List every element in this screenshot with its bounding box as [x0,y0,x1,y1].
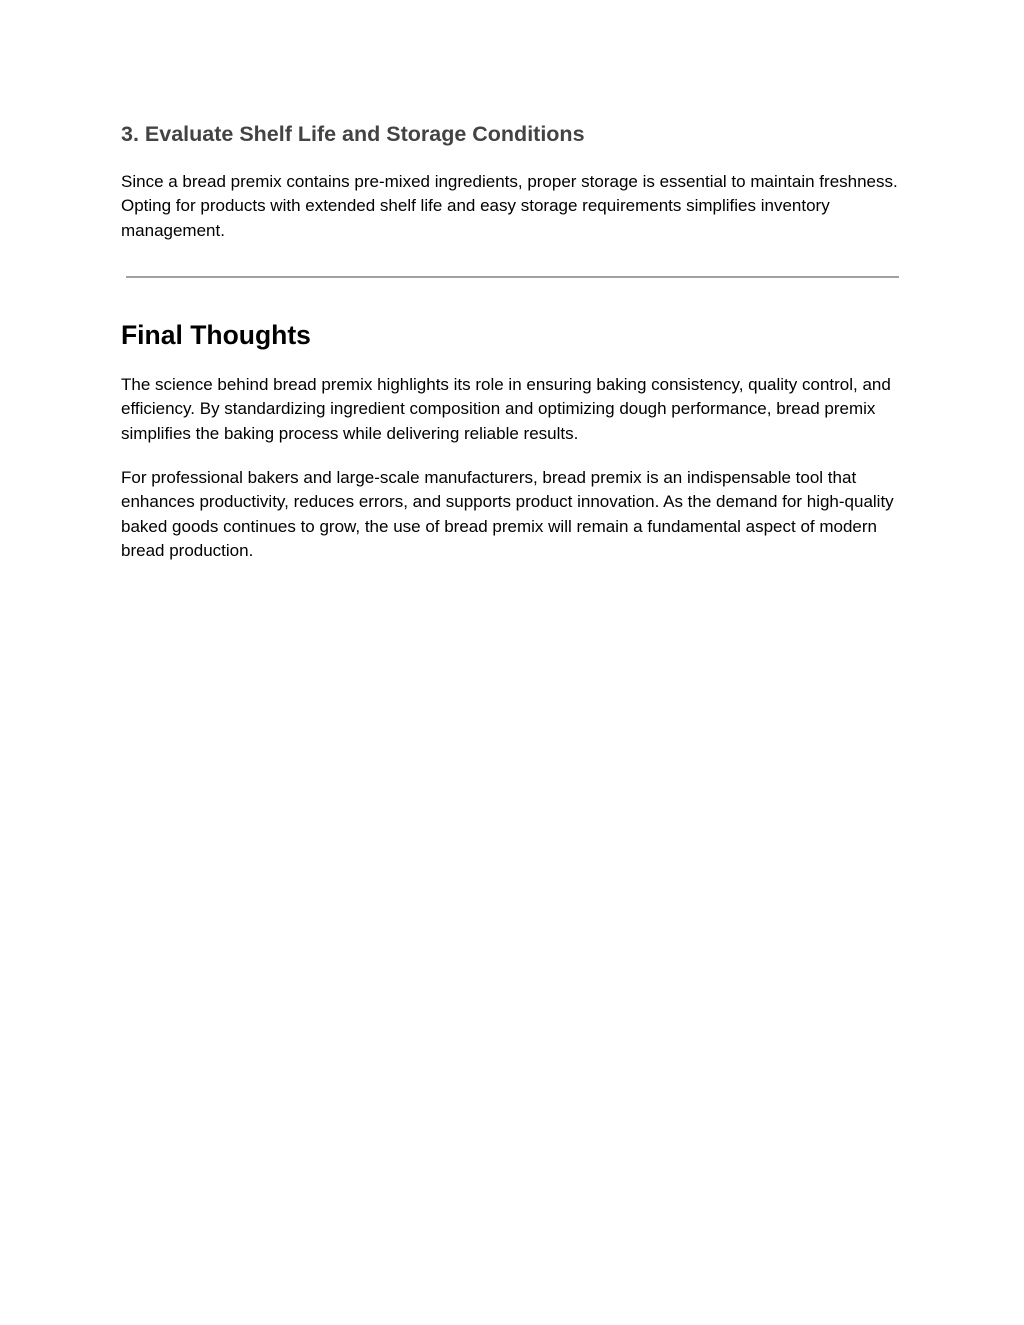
final-paragraph-2: For professional bakers and large-scale manufacturers, bread premix is an indispensable tool that enhances productivity, reduces errors, and supports product innovation. As the demand for high-quality baked goods continues to grow, the use of bread premix will remain a fundamental aspect of modern bread production. [121,468,894,561]
final-thoughts-heading: Final Thoughts [121,320,311,350]
section-paragraph: Since a bread premix contains pre-mixed ingredients, proper storage is essential to maintain freshness. Opting for products with extended shelf life and easy storage requirements simplifies inventory management. [121,172,898,240]
horizontal-divider [126,276,899,278]
final-paragraph-1: The science behind bread premix highlights its role in ensuring baking consistency, quality control, and efficiency. By standardizing ingredient composition and optimizing dough performance, bread premix simplifies the baking process while delivering reliable results. [121,375,891,443]
section-heading: 3. Evaluate Shelf Life and Storage Conditions [121,122,585,146]
